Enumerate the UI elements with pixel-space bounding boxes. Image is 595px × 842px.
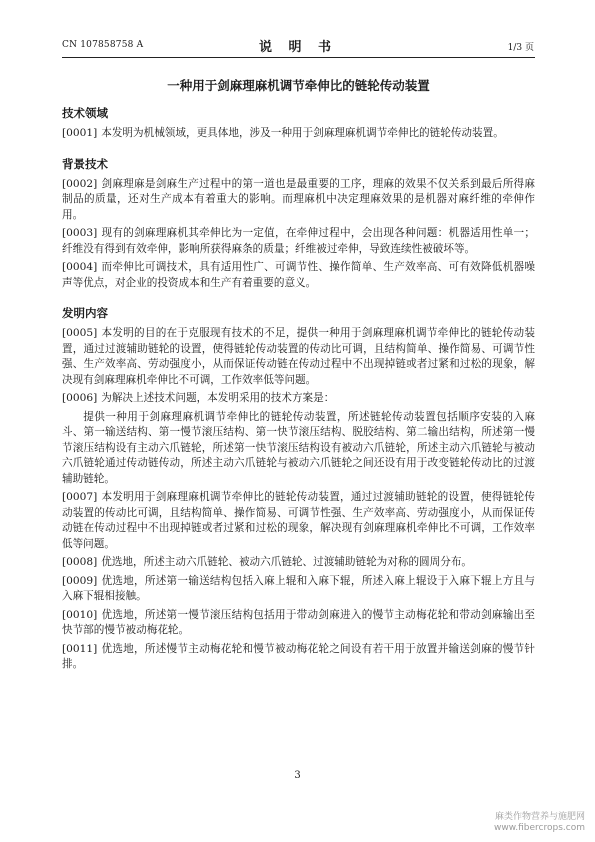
paragraph-number: [0004] bbox=[62, 261, 98, 273]
section-heading: 发明内容 bbox=[62, 306, 108, 320]
header-divider bbox=[62, 57, 535, 58]
paragraph-number: [0010] bbox=[62, 608, 98, 621]
paragraph-number: [0008] bbox=[62, 556, 98, 568]
section-heading: 技术领域 bbox=[62, 106, 108, 120]
paragraph bbox=[62, 490, 535, 552]
paragraph-text: 剑麻理麻是剑麻生产过程中的第一道也是最重要的工序，理麻的效果不仅关系到最后所得麻制品的质量，还对生产成本有着重大的影响。而理麻机中决定理麻效果的是机器对麻纤维的牵伸作用。 bbox=[62, 177, 535, 221]
paragraph-text: 本发明的目的在于克服现有技术的不足，提供一种用于剑麻理麻机调节牵伸比的链轮传动装置，通过过渡辅助链轮的设置，使得链轮传动装置的传动比可调，且结构简单、操作简易、可调节性强、生产效率高、劳动强度小，从而保证传动链在传动过程中不出现掉链或者过紧和过松的现象，解决现有剑麻理麻机牵伸比不可调，工作效率低等问题。 bbox=[62, 327, 535, 386]
paragraph bbox=[62, 126, 535, 142]
page-number: 3 bbox=[294, 770, 301, 781]
paragraph-text: 而牵伸比可调技术，具有适用性广、可调节性、操作简单、生产效率高、可有效降低机器噪声等优点，对企业的投资成本和生产有着重要的意义。 bbox=[62, 261, 535, 289]
paragraph-number: [0003] bbox=[62, 227, 98, 239]
watermark bbox=[494, 812, 585, 834]
section-technical-field bbox=[62, 106, 535, 142]
patent-number: CN 107858758 A bbox=[62, 40, 144, 50]
paragraph bbox=[62, 410, 535, 488]
paragraph bbox=[62, 608, 535, 639]
paragraph bbox=[62, 391, 535, 407]
paragraph bbox=[62, 326, 535, 388]
paragraph-text: 本发明用于剑麻理麻机调节牵伸比的链轮传动装置，通过过渡辅助链轮的设置，使得链轮传动装置的传动比可调，且结构简单、操作简易、可调节性强、生产效率高、劳动强度小，从而保证传动链在传动过程中不出现掉链或者过紧和过松的现象，解决现有剑麻理麻机牵伸比不可调，工作效率低等问题。 bbox=[62, 491, 535, 550]
paragraph-text: 优选地，所述慢节主动梅花轮和慢节被动梅花轮之间设有若干用于放置并输送剑麻的慢节针排。 bbox=[62, 642, 535, 670]
paragraph bbox=[62, 226, 535, 257]
paragraph bbox=[62, 642, 535, 673]
paragraph-number: [0001] bbox=[62, 127, 98, 139]
watermark-site-name: 麻类作物营养与施肥网 bbox=[494, 812, 585, 822]
paragraph-text: 为解决上述技术问题，本发明采用的技术方案是： bbox=[101, 392, 335, 404]
section-heading: 背景技术 bbox=[62, 156, 108, 171]
watermark-url: www.fibercrops.com bbox=[494, 823, 585, 833]
paragraph-text: 提供一种用于剑麻理麻机调节牵伸比的链轮传动装置，所述链轮传动装置包括顺序安装的入麻斗、第一输送结构、第一慢节滚压结构、第一快节滚压结构、脱胶结构、第二输出结构，所述第一慢节滚压结构设有主动六爪链轮，所述第一快节滚压结构设有被动六爪链轮，所述主动六爪链轮与被动六爪链轮通过传动链传动，所述主动六爪链轮与被动六爪链轮之间还设有用于改变链轮传动比的过渡辅助链轮。 bbox=[62, 410, 535, 485]
paragraph-number: [0011] bbox=[62, 642, 98, 655]
paragraph bbox=[62, 177, 535, 224]
paragraph-text: 优选地，所述第一输送结构包括入麻上辊和入麻下辊，所述入麻上辊设于入麻下辊上方且与入麻下辊相接触。 bbox=[62, 574, 535, 602]
paragraph bbox=[62, 555, 535, 571]
paragraph-number: [0005] bbox=[62, 327, 98, 339]
paragraph-number: [0002] bbox=[62, 177, 98, 190]
paragraph-text: 优选地，所述主动六爪链轮、被动六爪链轮、过渡辅助链轮为对称的圆周分布。 bbox=[101, 556, 473, 568]
paragraph bbox=[62, 574, 535, 605]
paragraph-number: [0009] bbox=[62, 574, 98, 587]
page-indicator: 1/3 页 bbox=[507, 43, 534, 53]
paragraph-number: [0006] bbox=[62, 392, 98, 404]
paragraph bbox=[62, 260, 535, 291]
document-body bbox=[62, 106, 535, 688]
section-background bbox=[62, 157, 535, 292]
page-header bbox=[62, 36, 534, 56]
document-title: 一种用于剑麻理麻机调节牵伸比的链轮传动装置 bbox=[167, 78, 430, 93]
paragraph-number: [0007] bbox=[62, 491, 98, 503]
document-type: 说 明 书 bbox=[258, 40, 338, 55]
paragraph-text: 优选地，所述第一慢节滚压结构包括用于带动剑麻进入的慢节主动梅花轮和带动剑麻输出至快节部的慢节被动梅花轮。 bbox=[62, 608, 535, 636]
paragraph-text: 现有的剑麻理麻机其牵伸比为一定值，在牵伸过程中，会出现各种问题：机器适用性单一；纤维没有得到有效牵伸，影响所获得麻条的质量；纤维被过牵伸，导致连续性被破坏等。 bbox=[62, 227, 535, 255]
paragraph-text: 本发明为机械领域，更具体地，涉及一种用于剑麻理麻机调节牵伸比的链轮传动装置。 bbox=[101, 127, 504, 139]
section-summary bbox=[62, 306, 535, 673]
